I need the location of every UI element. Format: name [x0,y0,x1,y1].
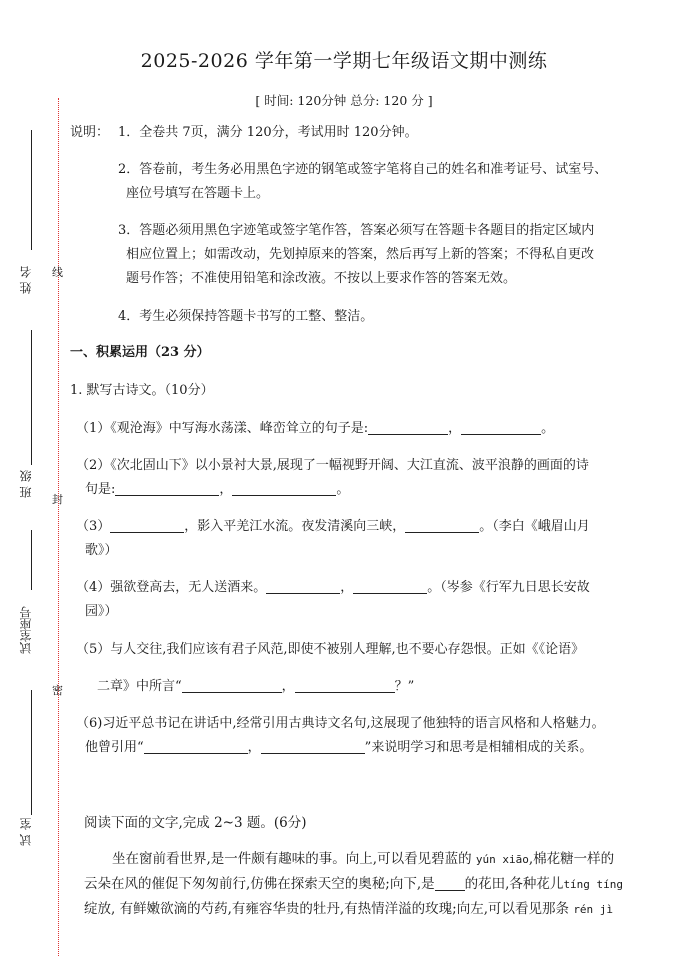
answer-blank[interactable] [261,739,365,754]
item-5-text: 二章》中所言“ [97,679,182,694]
item-5-line1: （5）与人交往,我们应该有君子风范,即使不被别人理解,也不要心存怨恨。正如《《论语》 [76,642,585,657]
item-3-number: （3） [76,519,111,534]
exam-subtitle: [ 时间: 120分钟 总分: 120 分 ] [255,93,433,108]
answer-blank[interactable] [435,876,465,891]
period: 。 [336,482,350,497]
answer-blank[interactable] [144,739,248,754]
instruction-3-line3: 题号作答；不准使用铅笔和涂改液。不按以上要求作答的答案无效。 [126,271,517,286]
section-heading: 一、积累运用（23 分） [70,345,210,360]
pinyin: tíng tíng [563,878,624,891]
name-label: 姓 名 [19,266,33,294]
seat-label: 试室座号 [19,606,33,654]
instruction-1: 1．全卷共 7页，满分 120分，考试用时 120分钟。 [118,125,418,140]
answer-blank[interactable] [295,678,395,693]
answer-blank[interactable] [115,481,219,496]
separator: ， [219,482,233,497]
item-4-text: （4）强欲登高去，无人送酒来。 [76,580,267,595]
answer-blank[interactable] [405,518,479,533]
item-2-line2 [85,480,349,500]
separator: ， [247,740,261,755]
room-line [31,690,32,815]
passage-text: 的花田,各种花儿 [464,876,564,892]
period: ？” [394,679,415,694]
item-1-text: （1）《观沧海》中写海水荡漾、峰峦耸立的句子是: [76,421,369,436]
seal-dotted-line [58,98,59,956]
item-6-text-end: ”来说明学习和思考是相辅相成的关系。 [364,740,593,755]
class-line [31,330,32,465]
instruction-3-line2: 相应位置上；如需改动，先划掉原来的答案，然后再写上新的答案；不得私自更改 [126,247,595,262]
answer-blank[interactable] [266,579,340,594]
instructions-lead: 说明： [70,125,110,140]
passage-text: 坐在窗前看世界,是一件颇有趣味的事。向上,可以看见碧蓝的 [112,851,472,867]
seat-line [31,530,32,590]
item-4-line1 [76,578,590,598]
item-6-line2 [85,738,592,758]
item-5-line2 [97,677,414,697]
instruction-2-line2: 座位号填写在答题卡上。 [126,186,270,201]
item-4-line2: 园》） [85,604,118,619]
page-title: 2025-2026 学年第一学期七年级语文期中测练 [140,50,548,72]
item-1-line [76,419,554,439]
answer-blank[interactable] [368,420,448,435]
item-6-text: 他曾引用“ [85,740,144,755]
passage-text: 绽放, 有鲜嫩欲滴的芍药,有雍容华贵的牡丹,有热情洋溢的玫瑰;向左,可以看见那条 [84,901,570,917]
passage-line-2 [84,873,623,896]
separator: ， [281,679,295,694]
passage-text: 云朵在风的催促下匆匆前行,仿佛在探索天空的奥秘;向下,是 [84,876,435,892]
item-2-text: 句是: [85,482,116,497]
item-3-line2: 歌》） [85,543,118,558]
instruction-3-line1: 3．答题必须用黑色字迹笔或签字笔作答，答案必须写在答题卡各题目的指定区域内 [118,223,595,238]
separator: ， [448,421,462,436]
separator: ， [340,580,354,595]
item-3-text: ，影入平羌江水流。夜发清溪向三峡， [184,519,406,534]
class-label: 班 级 [19,470,33,498]
instruction-2-line1: 2．答卷前，考生务必用黑色字迹的钢笔或签字笔将自己的姓名和准考证号、试室号、 [118,162,608,177]
seal-char-line: 线 [52,266,63,279]
item-3-line1 [76,517,590,537]
name-line [31,130,32,250]
passage-text: ,棉花糖一样的 [528,851,615,867]
seal-char-secret: 密 [52,684,63,697]
seal-char-seal: 封 [52,493,63,506]
item-2-line1: （2）《次北固山下》以小景衬大景,展现了一幅视野开阔、大江直流、波平浪静的画面的诗 [76,458,589,473]
passage-line-3 [84,898,613,921]
passage-line-1 [112,848,614,871]
question-1: 1. 默写古诗文。（10分） [70,383,214,398]
answer-blank[interactable] [110,518,184,533]
item-4-source: 。（岑参《行军九日思长安故 [427,580,590,595]
item-3-source: 。（李白《峨眉山月 [479,519,590,534]
pinyin: yún xiāo [475,853,529,866]
answer-blank[interactable] [182,678,282,693]
room-label: 试 室 [19,818,33,846]
item-6-line1: （6)习近平总书记在讲话中,经常引用古典诗文名句,这展现了他独特的语言风格和人格魅力。 [76,716,605,731]
pinyin: rén jì [573,903,614,916]
answer-blank[interactable] [461,420,541,435]
answer-blank[interactable] [232,481,336,496]
reading-lead: 阅读下面的文字,完成 2~3 题。(6分) [84,815,307,831]
answer-blank[interactable] [353,579,427,594]
instruction-4: 4．考生必须保持答题卡书写的工整、整洁。 [118,309,374,324]
period: 。 [541,421,555,436]
